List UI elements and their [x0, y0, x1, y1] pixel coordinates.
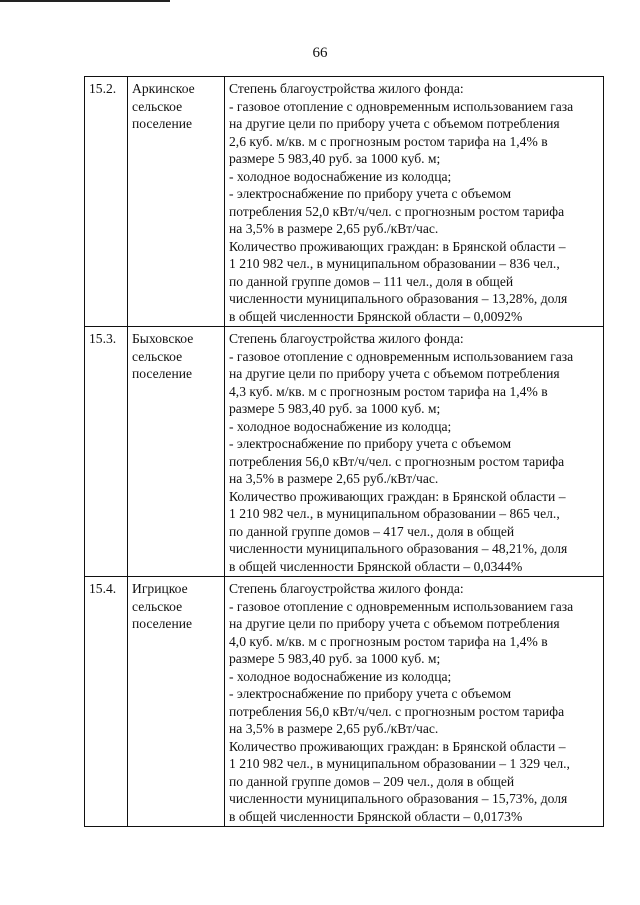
name-line: Аркинское: [132, 81, 195, 96]
settlement-description: [225, 577, 604, 827]
settlement-name: [128, 77, 225, 327]
desc-line: - электроснабжение по прибору учета с объемом: [229, 686, 512, 701]
desc-line: на другие цели по прибору учета с объемом потребления: [229, 366, 560, 381]
settlement-description: [225, 77, 604, 327]
desc-line: по данной группе домов – 111 чел., доля в общей: [229, 273, 514, 289]
desc-line: - холодное водоснабжение из колодца;: [229, 168, 452, 184]
desc-line: - электроснабжение по прибору учета с объемом: [229, 436, 512, 451]
desc-line: - газовое отопление с одновременным использованием газа: [229, 348, 574, 364]
desc-line: - электроснабжение по прибору учета с объемом: [229, 186, 512, 201]
row-number: 15.3.: [85, 327, 128, 577]
name-line: сельское: [132, 348, 183, 364]
desc-line: потребления 56,0 кВт/ч/чел. с прогнозным ростом тарифа: [229, 703, 565, 719]
desc-line: 1 210 982 чел., в муниципальном образовании – 836 чел.,: [229, 256, 560, 271]
desc-line: по данной группе домов – 209 чел., доля в общей: [229, 773, 515, 789]
name-line: поселение: [132, 366, 193, 381]
desc-line: 2,6 куб. м/кв. м с прогнозным ростом тарифа на 1,4% в: [229, 133, 548, 149]
desc-line: - холодное водоснабжение из колодца;: [229, 668, 452, 684]
desc-line: Степень благоустройства жилого фонда:: [229, 581, 464, 596]
desc-line: по данной группе домов – 417 чел., доля в общей: [229, 523, 515, 539]
desc-line: - газовое отопление с одновременным использованием газа: [229, 98, 574, 114]
desc-line: 1 210 982 чел., в муниципальном образовании – 865 чел.,: [229, 506, 560, 521]
row-number: 15.2.: [85, 77, 128, 327]
desc-line: в общей численности Брянской области – 0,0092%: [229, 308, 523, 324]
desc-line: численности муниципального образования – 15,73%, доля: [229, 791, 568, 806]
name-line: поселение: [132, 116, 193, 131]
desc-line: на 3,5% в размере 2,65 руб./кВт/час.: [229, 471, 439, 486]
desc-line: - холодное водоснабжение из колодца;: [229, 418, 452, 434]
desc-line: на другие цели по прибору учета с объемом потребления: [229, 116, 560, 131]
desc-line: 1 210 982 чел., в муниципальном образовании – 1 329 чел.,: [229, 756, 570, 771]
name-line: Быховское: [132, 331, 194, 346]
settlement-name: [128, 327, 225, 577]
desc-line: Количество проживающих граждан: в Брянской области –: [229, 488, 566, 504]
row-number: 15.4.: [85, 577, 128, 827]
desc-line: размере 5 983,40 руб. за 1000 куб. м;: [229, 651, 441, 666]
desc-line: численности муниципального образования – 48,21%, доля: [229, 541, 568, 556]
name-line: сельское: [132, 598, 183, 614]
name-line: Игрицкое: [132, 581, 188, 596]
table-row: [85, 77, 604, 327]
desc-line: 4,0 куб. м/кв. м с прогнозным ростом тарифа на 1,4% в: [229, 633, 548, 649]
table-row: [85, 577, 604, 827]
settlement-description: [225, 327, 604, 577]
name-line: сельское: [132, 98, 183, 114]
desc-line: потребления 56,0 кВт/ч/чел. с прогнозным ростом тарифа: [229, 453, 565, 469]
desc-line: численности муниципального образования – 13,28%, доля: [229, 291, 568, 306]
desc-line: размере 5 983,40 руб. за 1000 куб. м;: [229, 151, 441, 166]
settlements-table: [84, 76, 604, 827]
page-number: 66: [312, 45, 328, 61]
desc-line: в общей численности Брянской области – 0,0344%: [229, 558, 523, 574]
desc-line: Количество проживающих граждан: в Брянской области –: [229, 738, 566, 754]
name-line: поселение: [132, 616, 193, 631]
desc-line: Степень благоустройства жилого фонда:: [229, 331, 464, 346]
desc-line: 4,3 куб. м/кв. м с прогнозным ростом тарифа на 1,4% в: [229, 383, 548, 399]
desc-line: на 3,5% в размере 2,65 руб./кВт/час.: [229, 721, 439, 736]
top-rule: [0, 0, 170, 2]
settlement-name: [128, 577, 225, 827]
desc-line: в общей численности Брянской области – 0,0173%: [229, 808, 523, 824]
desc-line: на 3,5% в размере 2,65 руб./кВт/час.: [229, 221, 439, 236]
desc-line: размере 5 983,40 руб. за 1000 куб. м;: [229, 401, 441, 416]
desc-line: потребления 52,0 кВт/ч/чел. с прогнозным ростом тарифа: [229, 203, 565, 219]
table-row: [85, 327, 604, 577]
desc-line: Количество проживающих граждан: в Брянской области –: [229, 238, 566, 254]
desc-line: на другие цели по прибору учета с объемом потребления: [229, 616, 560, 631]
desc-line: - газовое отопление с одновременным использованием газа: [229, 598, 574, 614]
desc-line: Степень благоустройства жилого фонда:: [229, 81, 464, 96]
